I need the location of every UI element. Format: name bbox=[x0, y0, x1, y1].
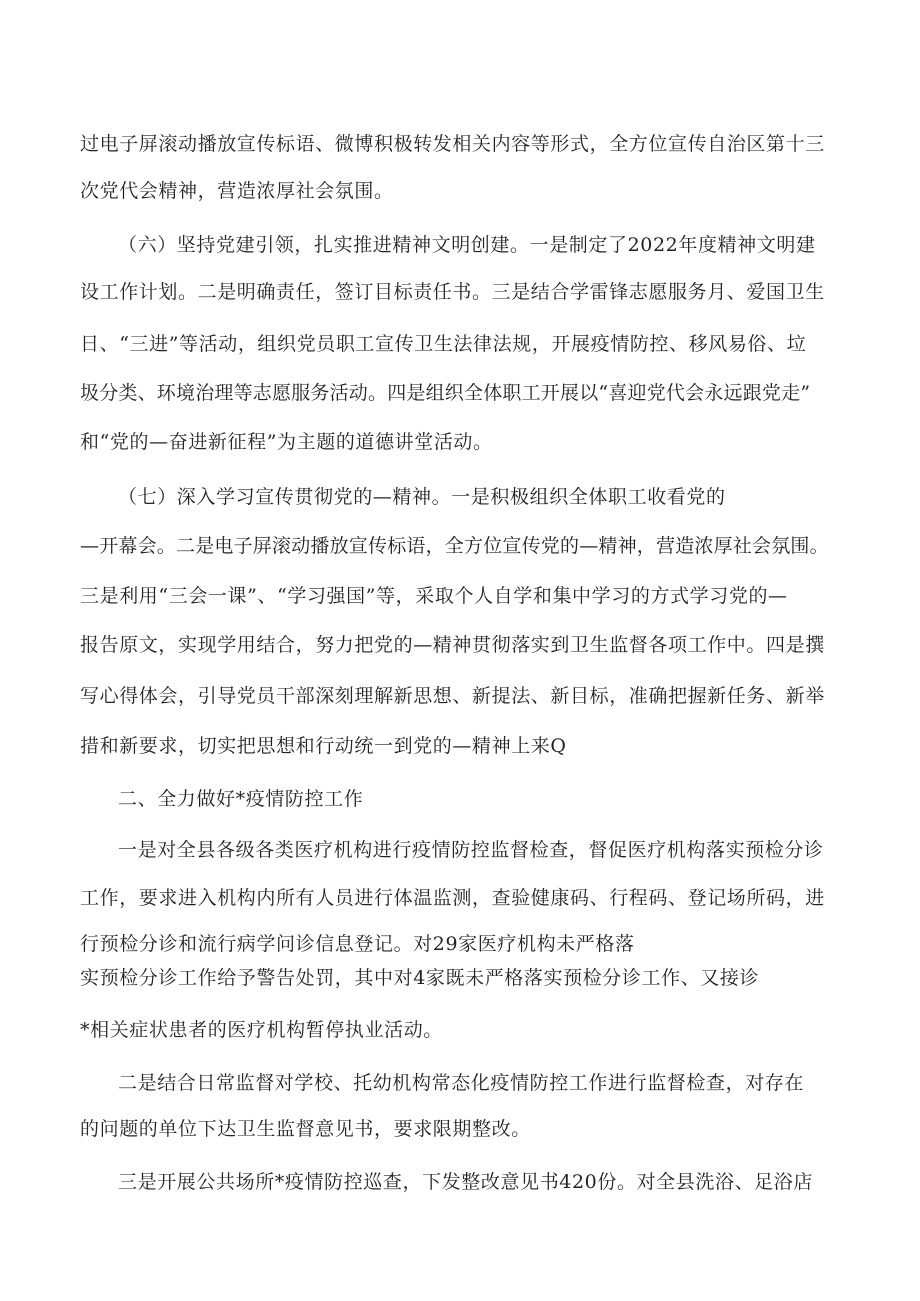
section-heading: 二、全力做好*疫情防控工作 bbox=[118, 788, 364, 810]
paragraph-line: 日、“三进”等活动，组织党员职工宣传卫生法律法规，开展疫情防控、移风易俗、垃 bbox=[80, 333, 807, 355]
paragraph-line: 三是开展公共场所*疫情防控巡查，下发整改意见书420份。对全县洗浴、足浴店 bbox=[118, 1171, 813, 1193]
paragraph-line: 二是结合日常监督对学校、托幼机构常态化疫情防控工作进行监督检查，对存在 bbox=[118, 1072, 805, 1094]
paragraph-line: 过电子屏滚动播放宣传标语、微博积极转发相关内容等形式，全方位宣传自治区第十三 bbox=[80, 133, 825, 155]
paragraph-line: 的问题的单位下达卫生监督意见书，要求限期整改。 bbox=[80, 1118, 531, 1140]
paragraph-line: *相关症状患者的医疗机构暂停执业活动。 bbox=[80, 1019, 443, 1041]
paragraph-line: 三是利用“三会一课”、“学习强国”等，采取个人自学和集中学习的方式学习党的— bbox=[80, 585, 788, 607]
paragraph-line: （六）坚持党建引领，扎实推进精神文明创建。一是制定了2022年度精神文明建 bbox=[118, 234, 816, 256]
paragraph-line: 措和新要求，切实把思想和行动统一到党的—精神上来Q bbox=[80, 735, 567, 757]
paragraph-line: 工作，要求进入机构内所有人员进行体温监测，查验健康码、行程码、登记场所码，进 bbox=[80, 887, 825, 909]
paragraph-line: 写心得体会，引导党员干部深刻理解新思想、新提法、新目标，准确把握新任务、新举 bbox=[80, 685, 825, 707]
paragraph-line: 一是对全县各级各类医疗机构进行疫情防控监督检查，督促医疗机构落实预检分诊 bbox=[118, 839, 824, 861]
paragraph-line: 次党代会精神，营造浓厚社会氛围。 bbox=[80, 180, 394, 202]
paragraph-line: 圾分类、环境治理等志愿服务活动。四是组织全体职工开展以“喜迎党代会永远跟党走” bbox=[80, 382, 811, 404]
paragraph-line: 和“党的—奋进新征程”为主题的道德讲堂活动。 bbox=[80, 431, 493, 453]
paragraph-line: 设工作计划。二是明确责任，签订目标责任书。三是结合学雷锋志愿服务月、爱国卫生 bbox=[80, 281, 825, 303]
paragraph-line: 实预检分诊工作给予警告处罚，其中对4家既未严格落实预检分诊工作、又接诊 bbox=[80, 967, 760, 989]
paragraph-line: （七）深入学习宣传贯彻党的—精神。一是积极组织全体职工收看党的 bbox=[118, 486, 726, 508]
paragraph-line: 报告原文，实现学用结合，努力把党的—精神贯彻落实到卫生监督各项工作中。四是撰 bbox=[80, 634, 825, 656]
paragraph-line: 行预检分诊和流行病学问诊信息登记。对29家医疗机构未严格落 bbox=[80, 933, 635, 955]
paragraph-line: —开幕会。二是电子屏滚动播放宣传标语，全方位宣传党的—精神，营造浓厚社会氛围。 bbox=[80, 535, 829, 557]
